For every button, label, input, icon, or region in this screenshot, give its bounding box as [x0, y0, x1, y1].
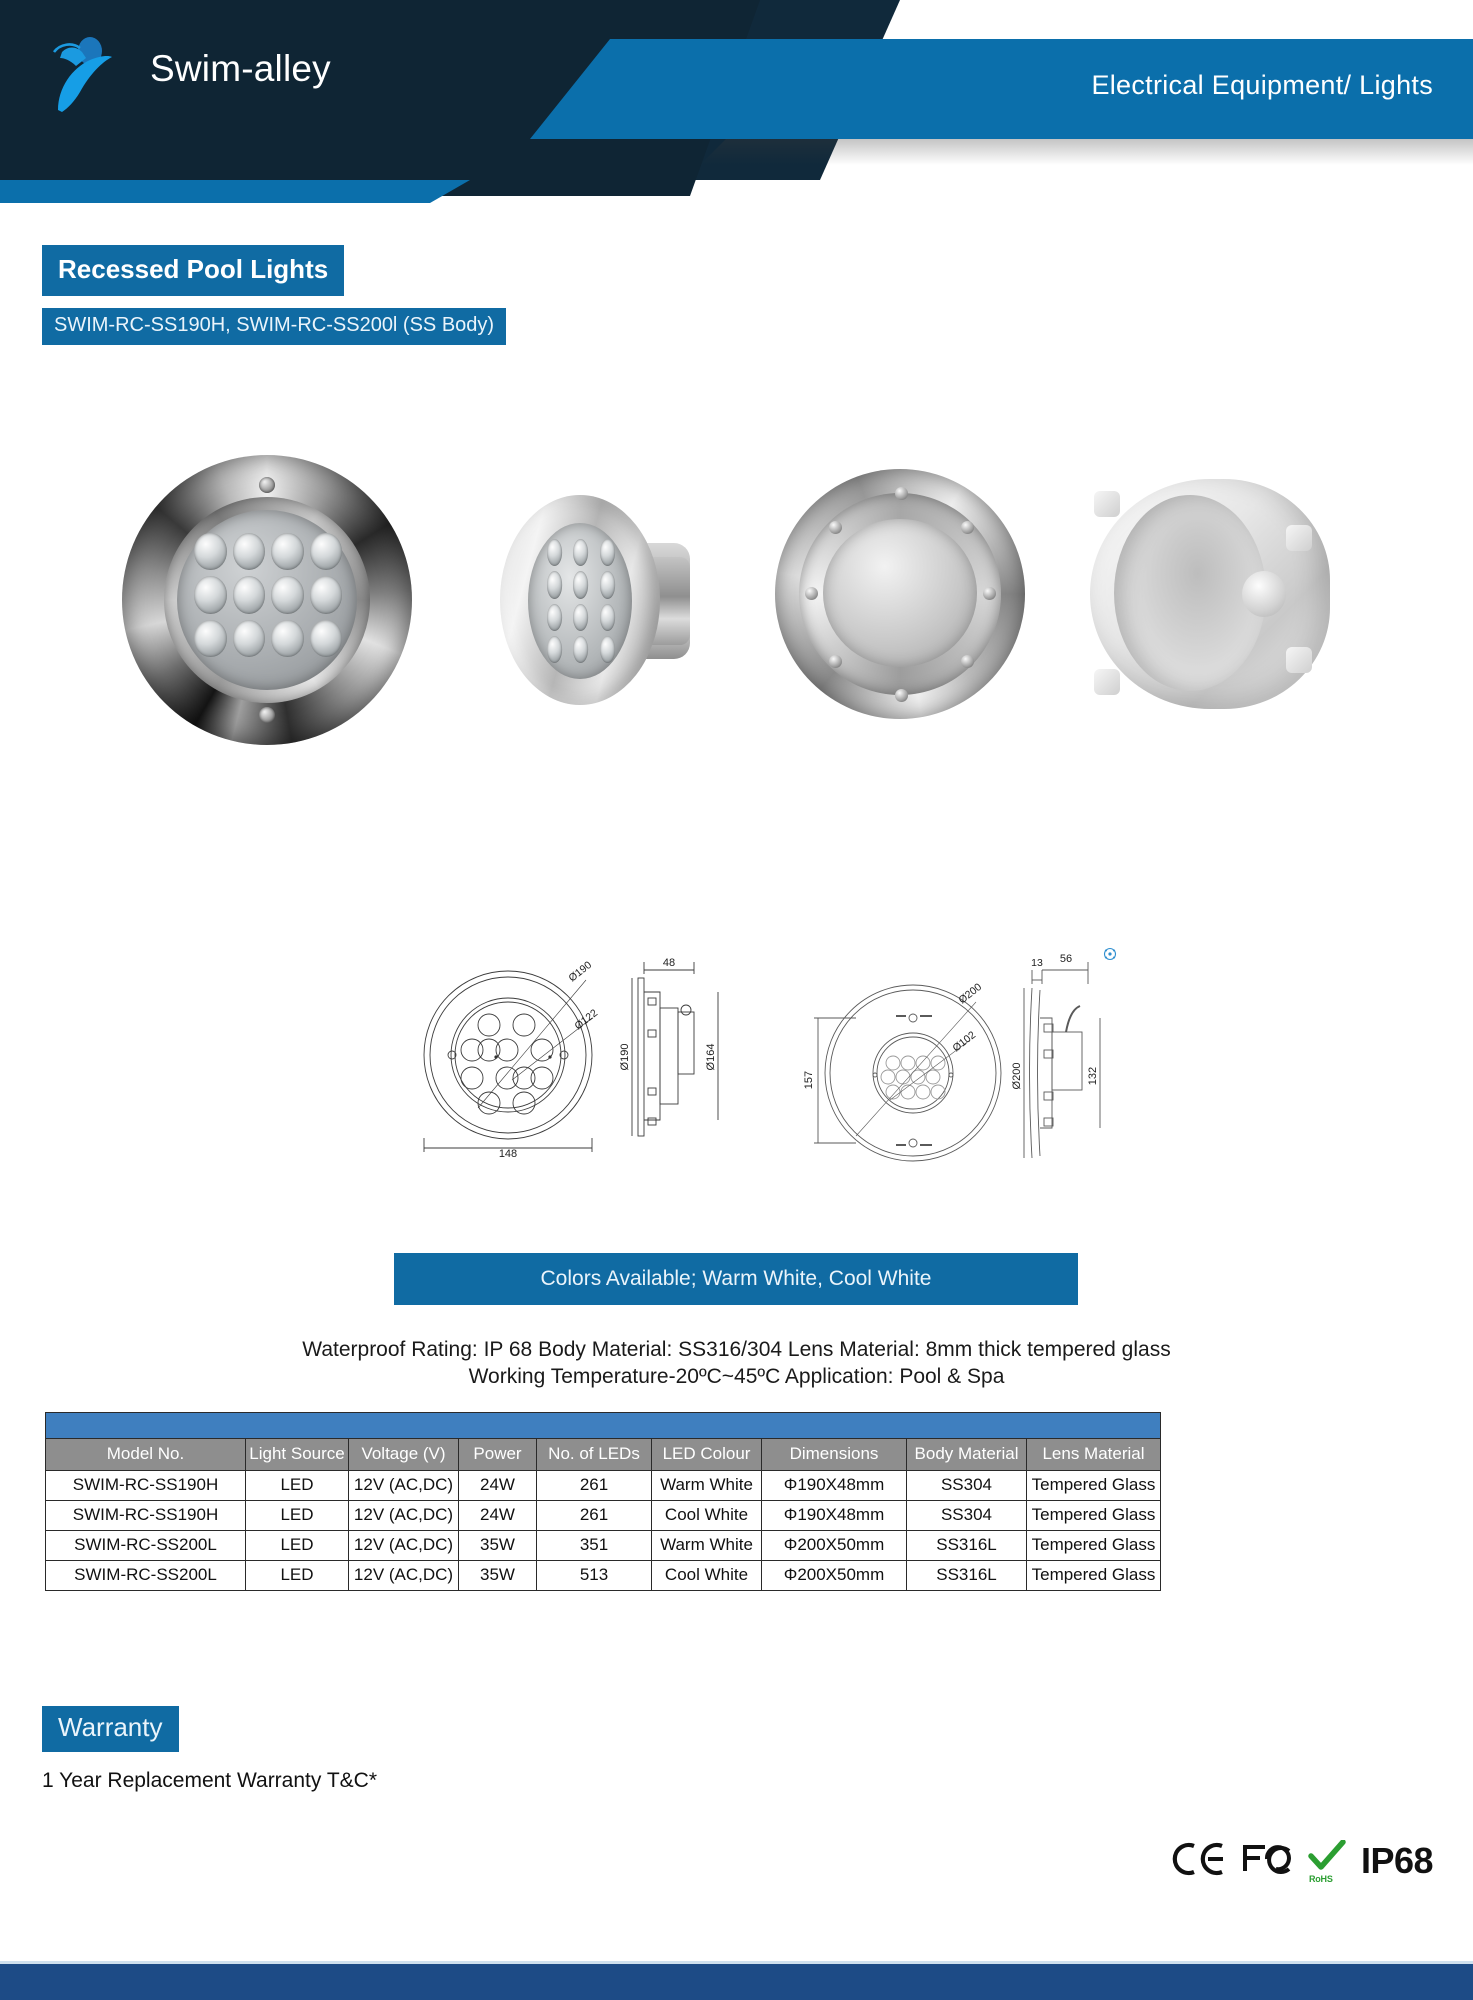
cell-lens-material: Tempered Glass — [1027, 1561, 1161, 1591]
page-title: Recessed Pool Lights — [42, 245, 344, 296]
ip-rating-label: IP68 — [1360, 1840, 1433, 1881]
cell-model: SWIM-RC-SS190H — [46, 1471, 246, 1501]
cell-no-of-leds: 351 — [537, 1531, 652, 1561]
mounting-tab — [1094, 491, 1120, 517]
bolt-icon — [805, 587, 818, 600]
table-row — [46, 1501, 1161, 1531]
footer-bar — [0, 1964, 1473, 2000]
led-dot — [194, 533, 227, 570]
led-dot — [233, 576, 266, 613]
cell-lens-material: Tempered Glass — [1027, 1471, 1161, 1501]
cell-voltage: 12V (AC,DC) — [349, 1501, 459, 1531]
dim-side-outer-dia: Ø190 — [619, 1043, 631, 1071]
cell-dimensions: Φ200X50mm — [762, 1561, 907, 1591]
led-dot — [547, 636, 562, 663]
cell-led-colour: Warm White — [652, 1471, 762, 1501]
product-photo-angled-view — [500, 477, 730, 727]
cell-body-material: SS316L — [907, 1531, 1027, 1561]
cell-lens-material: Tempered Glass — [1027, 1501, 1161, 1531]
rohs-label: RoHS — [1308, 1874, 1333, 1884]
led-dot — [547, 604, 562, 631]
table-accent-band — [46, 1413, 1161, 1439]
led-dot — [310, 576, 343, 613]
cell-no-of-leds: 513 — [537, 1561, 652, 1591]
bolt-icon — [829, 655, 842, 668]
col-header-light-source: Light Source — [246, 1439, 349, 1471]
table-row — [46, 1561, 1161, 1591]
dim-side-depth: 56 — [1059, 953, 1073, 965]
cell-no-of-leds: 261 — [537, 1471, 652, 1501]
cell-light-source: LED — [246, 1501, 349, 1531]
cell-dimensions: Φ190X48mm — [762, 1471, 907, 1501]
cell-body-material: SS304 — [907, 1501, 1027, 1531]
bolt-icon — [961, 521, 974, 534]
col-header-body-material: Body Material — [907, 1439, 1027, 1471]
led-dot — [547, 571, 562, 598]
led-dot — [573, 636, 588, 663]
cell-dimensions: Φ190X48mm — [762, 1501, 907, 1531]
col-header-no-of-leds: No. of LEDs — [537, 1439, 652, 1471]
led-dot — [233, 620, 266, 657]
cell-voltage: 12V (AC,DC) — [349, 1471, 459, 1501]
led-dot — [547, 539, 562, 566]
led-dot — [271, 576, 304, 613]
led-dot — [271, 533, 304, 570]
led-dot — [600, 604, 615, 631]
specification-table-wrapper — [45, 1412, 1156, 1591]
colors-available-banner: Colors Available; Warm White, Cool White — [394, 1253, 1078, 1305]
dim-front-inner-dia: Ø102 — [950, 1029, 979, 1055]
table-accent-band-cell — [46, 1413, 1161, 1439]
cell-body-material: SS304 — [907, 1471, 1027, 1501]
table-row — [46, 1471, 1161, 1501]
fcc-mark-icon — [1241, 1843, 1293, 1880]
cell-model: SWIM-RC-SS200L — [46, 1561, 246, 1591]
specs-line-2: Working Temperature-20ºC~45ºC Application: Pool & Spa — [468, 1364, 1005, 1388]
swimmer-logo-icon — [46, 36, 144, 114]
table-header-row — [46, 1439, 1161, 1471]
cell-power: 24W — [459, 1471, 537, 1501]
cell-light-source: LED — [246, 1471, 349, 1501]
led-dot — [600, 571, 615, 598]
cell-power: 35W — [459, 1531, 537, 1561]
cell-model: SWIM-RC-SS190H — [46, 1501, 246, 1531]
bolt-icon — [895, 689, 908, 702]
technical-drawings — [0, 940, 1473, 1170]
screw-icon — [259, 707, 275, 723]
dim-side-inner-dia: Ø164 — [705, 1043, 717, 1071]
drawing-ss190 — [400, 940, 750, 1170]
bolt-icon — [961, 655, 974, 668]
ce-mark-icon — [1172, 1842, 1228, 1881]
header-blue-underbar — [0, 180, 470, 203]
col-header-voltage: Voltage (V) — [349, 1439, 459, 1471]
led-dot — [310, 620, 343, 657]
dim-front-width: 148 — [498, 1148, 518, 1160]
col-header-lens-material: Lens Material — [1027, 1439, 1161, 1471]
led-array — [194, 533, 342, 657]
cell-model: SWIM-RC-SS200L — [46, 1531, 246, 1561]
specs-summary — [0, 1337, 1473, 1391]
dim-side-flange: 13 — [1031, 957, 1043, 969]
led-dot — [573, 539, 588, 566]
brand-name: Swim-alley — [150, 48, 331, 89]
dim-side-outer-dia: Ø200 — [1011, 1062, 1023, 1090]
rotate-3d-icon — [1105, 949, 1116, 960]
cell-power: 24W — [459, 1501, 537, 1531]
mounting-tab — [1094, 669, 1120, 695]
rear-cap — [823, 519, 977, 667]
bolt-icon — [983, 587, 996, 600]
dim-front-outer-dia: Ø200 — [956, 981, 985, 1007]
conduit-knob — [1242, 571, 1286, 617]
led-dot — [600, 539, 615, 566]
product-photo-gallery — [0, 455, 1473, 755]
category-label: Electrical Equipment/ Lights — [1091, 70, 1433, 100]
cell-dimensions: Φ200X50mm — [762, 1531, 907, 1561]
cell-body-material: SS316L — [907, 1561, 1027, 1591]
cell-led-colour: Cool White — [652, 1561, 762, 1591]
mounting-tab — [1286, 647, 1312, 673]
brand-logo — [46, 36, 356, 114]
table-row — [46, 1531, 1161, 1561]
col-header-led-colour: LED Colour — [652, 1439, 762, 1471]
dim-side-body: 132 — [1087, 1066, 1099, 1086]
cell-lens-material: Tempered Glass — [1027, 1531, 1161, 1561]
bolt-icon — [829, 521, 842, 534]
dim-front-height: 157 — [803, 1070, 815, 1090]
cell-led-colour: Warm White — [652, 1531, 762, 1561]
col-header-model: Model No. — [46, 1439, 246, 1471]
led-dot — [310, 533, 343, 570]
bolt-icon — [895, 487, 908, 500]
led-dot — [600, 636, 615, 663]
screw-icon — [259, 477, 275, 493]
product-photo-housing — [1090, 479, 1330, 719]
rohs-mark-icon — [1306, 1840, 1348, 1882]
led-dot — [271, 620, 304, 657]
led-dot — [233, 533, 266, 570]
cell-voltage: 12V (AC,DC) — [349, 1561, 459, 1591]
dim-front-outer-dia: Ø190 — [566, 959, 595, 985]
dim-front-inner-dia: Ø122 — [572, 1007, 601, 1033]
cell-light-source: LED — [246, 1531, 349, 1561]
specs-line-1: Waterproof Rating: IP 68 Body Material: SS316/304 Lens Material: 8mm thick tempered glass — [302, 1338, 1171, 1361]
led-dot — [194, 620, 227, 657]
specification-table — [45, 1412, 1161, 1591]
mounting-tab — [1286, 525, 1312, 551]
col-header-power: Power — [459, 1439, 537, 1471]
led-array — [544, 539, 618, 663]
cell-power: 35W — [459, 1561, 537, 1591]
led-dot — [573, 571, 588, 598]
page-header — [0, 0, 1473, 205]
led-dot — [194, 576, 227, 613]
dim-side-depth: 48 — [662, 957, 676, 969]
drawing-ss200 — [770, 940, 1120, 1170]
product-photo-back-view — [775, 469, 1025, 719]
model-subtitle: SWIM-RC-SS190H, SWIM-RC-SS200l (SS Body) — [42, 308, 506, 345]
warranty-heading: Warranty — [42, 1706, 179, 1752]
cell-led-colour: Cool White — [652, 1501, 762, 1531]
certification-marks — [1172, 1840, 1433, 1882]
col-header-dimensions: Dimensions — [762, 1439, 907, 1471]
product-photo-front-view — [122, 455, 412, 745]
cell-light-source: LED — [246, 1561, 349, 1591]
cell-voltage: 12V (AC,DC) — [349, 1531, 459, 1561]
header-ribbon-shadow — [700, 139, 1473, 165]
warranty-text: 1 Year Replacement Warranty T&C* — [42, 1769, 377, 1792]
led-dot — [573, 604, 588, 631]
cell-no-of-leds: 261 — [537, 1501, 652, 1531]
